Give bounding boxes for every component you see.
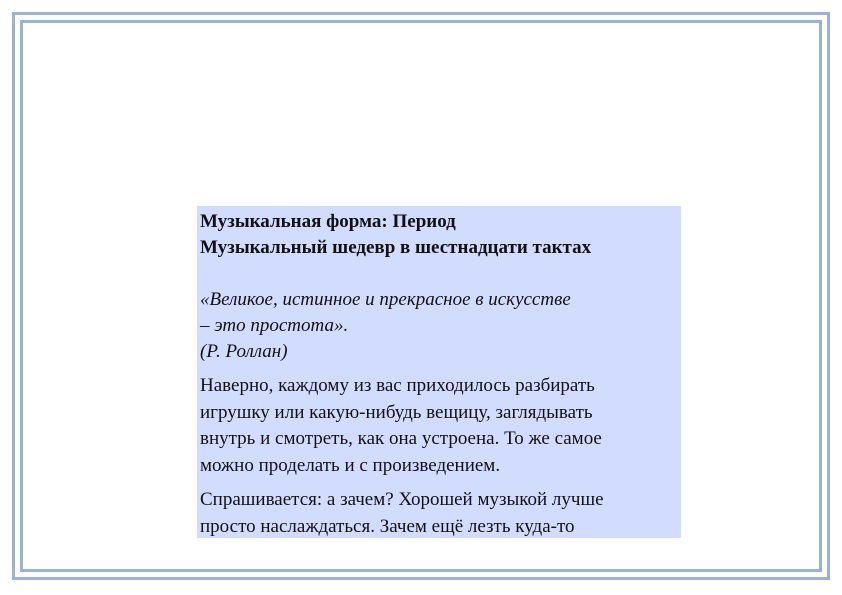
paragraph-1-line-3: внутрь и смотреть, как она устроена. То же самое [200,428,602,449]
epigraph [200,287,681,365]
paragraph-1-line-1: Наверно, каждому из вас приходилось разбирать [200,375,595,396]
paragraph-2 [200,487,681,538]
epigraph-line-2: – это простота». [200,315,349,336]
paragraph-1 [200,373,681,479]
text-block [197,206,681,538]
epigraph-line-1: «Великое, истинное и прекрасное в искусстве [200,289,571,310]
epigraph-author: (Р. Роллан) [200,341,288,362]
paragraph-2-line-2: просто наслаждаться. Зачем ещё лезть куда-то [200,515,575,537]
paragraph-2-line-1: Спрашивается: а зачем? Хорошей музыкой лучше [200,489,604,510]
title-line-1: Музыкальная форма: Период [200,211,456,232]
title-line-2: Музыкальный шедевр в шестнадцати тактах [200,237,592,258]
paragraph-1-line-4: можно проделать и с произведением. [200,454,501,476]
title-block [200,209,681,261]
paragraph-1-line-2: игрушку или какую-нибудь вещицу, заглядывать [200,401,593,423]
